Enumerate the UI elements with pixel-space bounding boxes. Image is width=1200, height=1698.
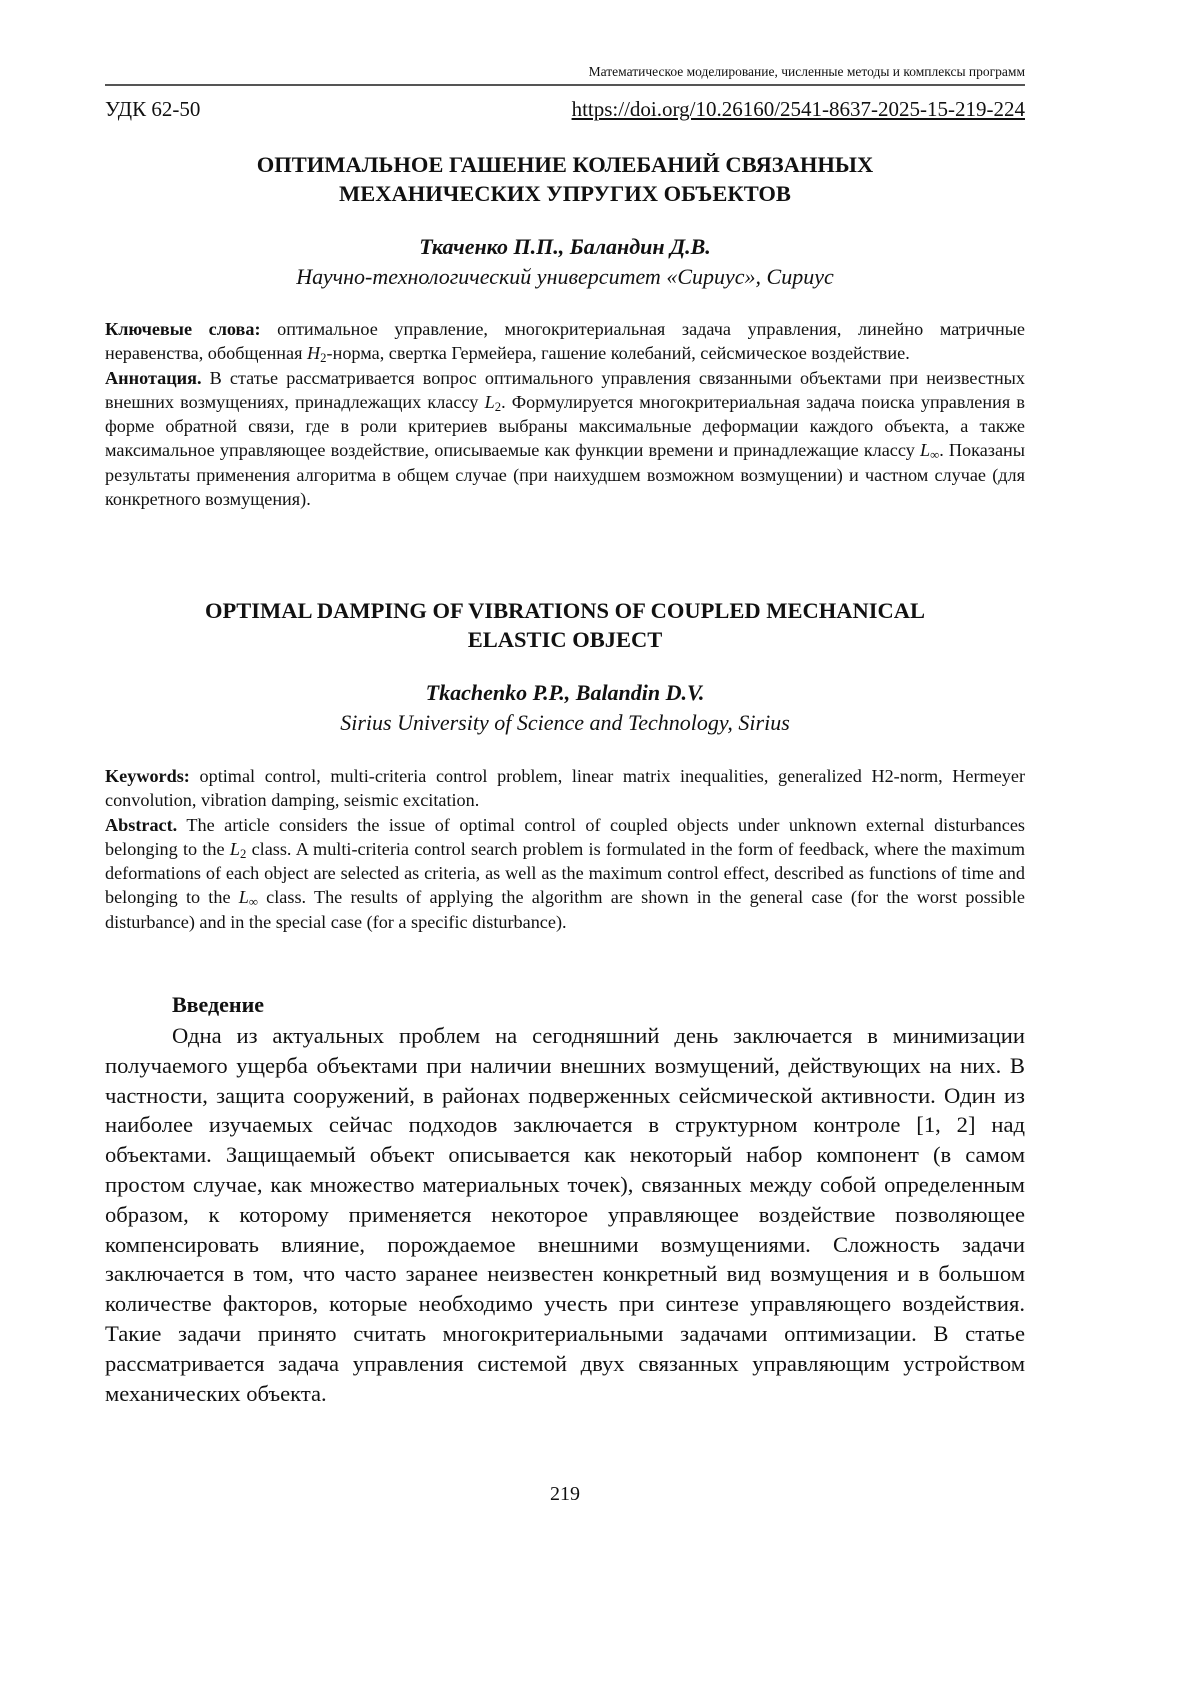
introduction-paragraph: Одна из актуальных проблем на сегодняшний день заключается в минимизации получаемого ущерба объектами при наличии внешних возмущений, действующих на них. В частности, защита сооружений, в районах подверженных сейсмической активности. Один из наиболее изучаемых сейчас подходов заключается в структурном контроле [1, 2] над объектами. Защищаемый объект описывается как некоторый набор компонент (в самом простом случае, как множество материальных точек), связанных между собой определенным образом, к которому применяется некоторое управляющее воздействие позволяющее компенсировать влияние, порождаемое внешними возмущениями. Сложность задачи заключается в том, что часто заранее неизвестен конкретный вид возмущения и в большом количестве факторов, которые необходимо учесть при синтезе управляющего воздействия. Такие задачи принято считать многокритериальными задачами оптимизации. В статье рассматривается задача управления системой двух связанных управляющим устройством механических объекта. (105, 1021, 1025, 1408)
en-abstract (105, 813, 1025, 934)
ru-title-line: ОПТИМАЛЬНОЕ ГАШЕНИЕ КОЛЕБАНИЙ СВЯЗАННЫХ (105, 150, 1025, 179)
math-subscript: ∞ (930, 448, 939, 462)
math-subscript: 2 (495, 400, 501, 414)
math-symbol: L (230, 839, 240, 859)
abstract-text: . Показаны результаты применения алгоритма в общем случае (при наихудшем возможном возмущении) и частном случае (для конкретного возмущения). (105, 440, 1025, 509)
abstract-text: class. A multi-criteria control search problem is formulated in the form of feedback, where the maximum deformations of each object are selected as criteria, as well as the maximum control effect, described as functions of time and belonging to the (105, 839, 1025, 908)
ru-keywords (105, 317, 1025, 366)
en-title-line: OPTIMAL DAMPING OF VIBRATIONS OF COUPLED MECHANICAL (105, 596, 1025, 625)
math-symbol: H (307, 343, 320, 363)
section-heading-introduction: Введение (172, 992, 264, 1018)
abstract-text: В статье рассматривается вопрос оптимального управления связанными объектами при неизвестных внешних возмущениях, принадлежащих классу (105, 368, 1025, 412)
math-symbol: L (239, 887, 249, 907)
udk-code: УДК 62-50 (105, 97, 200, 122)
ru-abstract (105, 366, 1025, 512)
en-title-line: ELASTIC OBJECT (105, 625, 1025, 654)
ru-abstract-block (105, 317, 1025, 511)
en-keywords (105, 764, 1025, 813)
running-header: Математическое моделирование, численные методы и комплексы программ (105, 64, 1025, 80)
math-symbol: L (920, 440, 930, 460)
abstract-text: . Формулируется многокритериальная задача поиска управления в форме обратной связи, где в роли критериев выбраны максимальные деформации каждого объекта, а также максимальное управляющее воздействие, описываемые как функции времени и принадлежащие классу (105, 392, 1025, 461)
math-symbol: L (485, 392, 495, 412)
ru-title (105, 150, 1025, 208)
doi-link[interactable]: https://doi.org/10.26160/2541-8637-2025-15-219-224 (572, 97, 1025, 122)
math-subscript: 2 (240, 847, 246, 861)
keywords-text: оптимальное управление, многокритериальная задача управления, линейно матричные неравенства, обобщенная (105, 319, 1025, 363)
abstract-text: The article considers the issue of optimal control of coupled objects under unknown external disturbances belonging to the (105, 815, 1025, 859)
math-subscript: 2 (320, 351, 326, 365)
math-subscript: ∞ (249, 895, 258, 909)
abstract-label: Аннотация. (105, 368, 202, 388)
keywords-text: -норма, свертка Гермейера, гашение колебаний, сейсмическое воздействие. (327, 343, 910, 363)
keywords-label: Ключевые слова: (105, 319, 261, 339)
abstract-label: Abstract. (105, 815, 177, 835)
en-title (105, 596, 1025, 654)
ru-authors: Ткаченко П.П., Баландин Д.В. (105, 234, 1025, 260)
ru-title-line: МЕХАНИЧЕСКИХ УПРУГИХ ОБЪЕКТОВ (105, 179, 1025, 208)
keywords-text: optimal control, multi-criteria control problem, linear matrix inequalities, generalized H2-norm, Hermeyer convolution, vibration damping, seismic excitation. (105, 766, 1025, 810)
en-authors: Tkachenko P.P., Balandin D.V. (105, 680, 1025, 706)
ru-affiliation: Научно-технологический университет «Сириус», Сириус (105, 264, 1025, 290)
en-abstract-block (105, 764, 1025, 934)
keywords-label: Keywords: (105, 766, 190, 786)
page-number: 219 (105, 1483, 1025, 1506)
en-affiliation: Sirius University of Science and Technology, Sirius (105, 710, 1025, 736)
header-divider (105, 84, 1025, 86)
abstract-text: class. The results of applying the algorithm are shown in the general case (for the worst possible disturbance) and in the special case (for a specific disturbance). (105, 887, 1025, 931)
